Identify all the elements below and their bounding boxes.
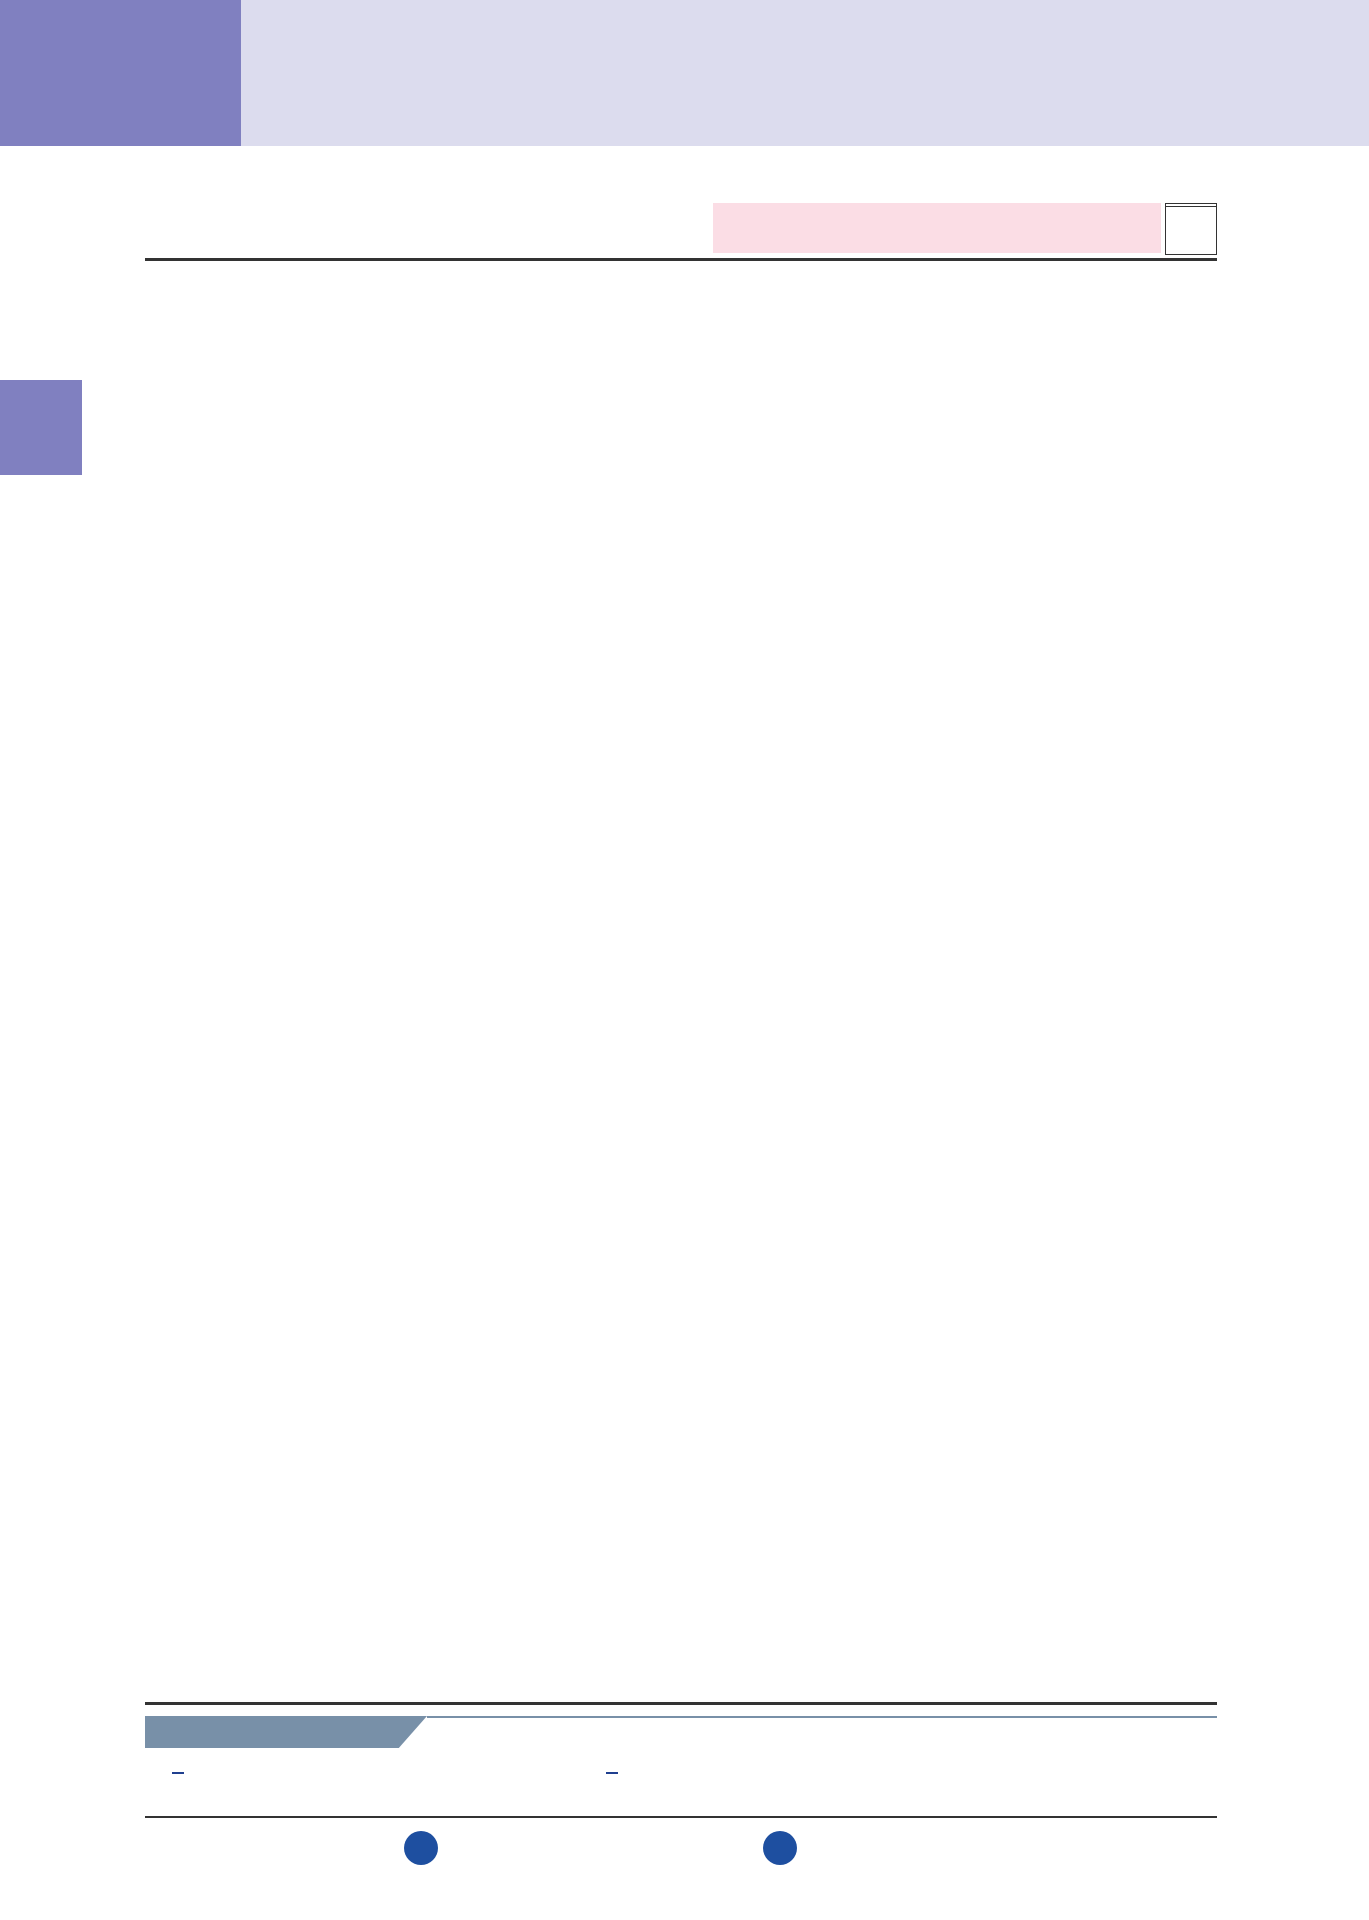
smk-logo [55, 1830, 160, 1862]
guidance-item-grinding-units [602, 1759, 618, 1779]
tel-icon [404, 1831, 438, 1865]
page-link[interactable] [606, 1772, 618, 1774]
divider [145, 258, 1217, 261]
rwma-class-box [1165, 203, 1217, 255]
divider [145, 1816, 1217, 1818]
telephone [404, 1831, 442, 1865]
fax [763, 1831, 801, 1865]
rwma-class-value [1166, 206, 1216, 207]
side-tab [0, 380, 82, 475]
divider [145, 1702, 1217, 1705]
page-header [0, 0, 1369, 146]
fax-icon [763, 1831, 797, 1865]
guidance-bar [145, 1716, 427, 1748]
material-box [713, 203, 1161, 253]
page-link[interactable] [172, 1772, 184, 1774]
page-number [0, 0, 241, 146]
guidance-item-wrenches [168, 1759, 184, 1779]
page-title [241, 0, 1369, 146]
divider [427, 1716, 1217, 1718]
